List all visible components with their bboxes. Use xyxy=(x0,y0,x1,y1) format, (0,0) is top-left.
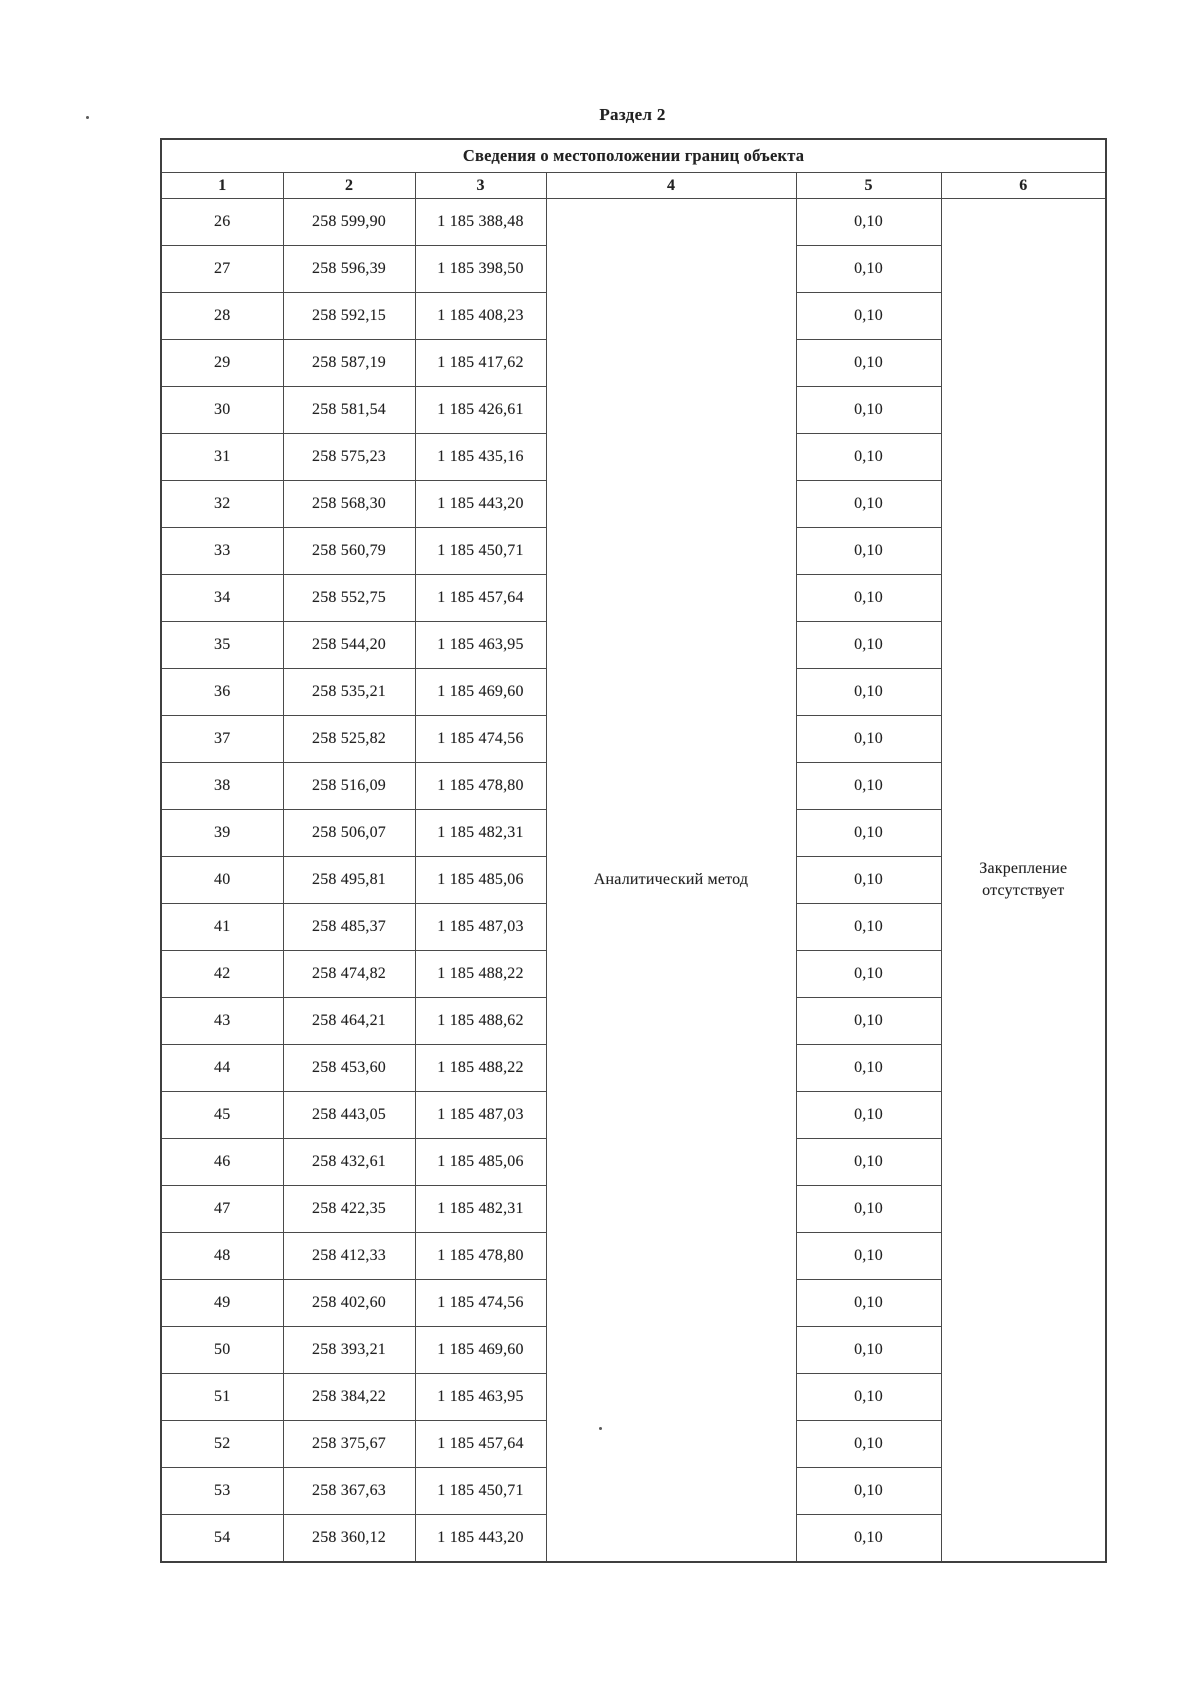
error-cell: 0,10 xyxy=(796,293,941,340)
coordinate-x-cell: 258 495,81 xyxy=(283,857,415,904)
marking-cell: Закрепление отсутствует xyxy=(941,199,1106,1562)
point-number-cell: 41 xyxy=(161,904,283,951)
column-header-3: 3 xyxy=(415,173,546,199)
section-title: Раздел 2 xyxy=(599,105,666,124)
coordinate-x-cell: 258 474,82 xyxy=(283,951,415,998)
coordinate-x-cell: 258 432,61 xyxy=(283,1139,415,1186)
point-number-cell: 51 xyxy=(161,1374,283,1421)
coordinate-x-cell: 258 560,79 xyxy=(283,528,415,575)
coordinate-y-cell: 1 185 450,71 xyxy=(415,1468,546,1515)
error-cell: 0,10 xyxy=(796,434,941,481)
point-number-cell: 35 xyxy=(161,622,283,669)
table-caption-row xyxy=(161,139,1106,173)
coordinate-y-cell: 1 185 408,23 xyxy=(415,293,546,340)
error-cell: 0,10 xyxy=(796,1468,941,1515)
error-cell: 0,10 xyxy=(796,1233,941,1280)
coordinate-y-cell: 1 185 417,62 xyxy=(415,340,546,387)
coordinate-y-cell: 1 185 485,06 xyxy=(415,857,546,904)
error-cell: 0,10 xyxy=(796,1045,941,1092)
point-number-cell: 30 xyxy=(161,387,283,434)
coordinate-x-cell: 258 464,21 xyxy=(283,998,415,1045)
column-header-5: 5 xyxy=(796,173,941,199)
coordinate-y-cell: 1 185 478,80 xyxy=(415,763,546,810)
coordinate-y-cell: 1 185 398,50 xyxy=(415,246,546,293)
error-cell: 0,10 xyxy=(796,1515,941,1562)
point-number-cell: 44 xyxy=(161,1045,283,1092)
coordinate-y-cell: 1 185 450,71 xyxy=(415,528,546,575)
point-number-cell: 27 xyxy=(161,246,283,293)
coordinate-y-cell: 1 185 488,22 xyxy=(415,1045,546,1092)
point-number-cell: 52 xyxy=(161,1421,283,1468)
point-number-cell: 46 xyxy=(161,1139,283,1186)
error-cell: 0,10 xyxy=(796,1421,941,1468)
coordinate-y-cell: 1 185 457,64 xyxy=(415,1421,546,1468)
coordinate-y-cell: 1 185 488,22 xyxy=(415,951,546,998)
coordinate-y-cell: 1 185 487,03 xyxy=(415,1092,546,1139)
point-number-cell: 26 xyxy=(161,199,283,246)
error-cell: 0,10 xyxy=(796,340,941,387)
coordinate-y-cell: 1 185 426,61 xyxy=(415,387,546,434)
column-header-row xyxy=(161,173,1106,199)
coordinate-y-cell: 1 185 463,95 xyxy=(415,1374,546,1421)
coordinate-x-cell: 258 568,30 xyxy=(283,481,415,528)
coordinate-x-cell: 258 506,07 xyxy=(283,810,415,857)
coordinate-y-cell: 1 185 485,06 xyxy=(415,1139,546,1186)
error-cell: 0,10 xyxy=(796,904,941,951)
point-number-cell: 53 xyxy=(161,1468,283,1515)
error-cell: 0,10 xyxy=(796,763,941,810)
coordinate-x-cell: 258 485,37 xyxy=(283,904,415,951)
point-number-cell: 47 xyxy=(161,1186,283,1233)
point-number-cell: 36 xyxy=(161,669,283,716)
method-cell: Аналитический метод xyxy=(546,199,796,1562)
table-body xyxy=(161,199,1106,1562)
point-number-cell: 31 xyxy=(161,434,283,481)
coordinate-x-cell: 258 367,63 xyxy=(283,1468,415,1515)
error-cell: 0,10 xyxy=(796,1186,941,1233)
error-cell: 0,10 xyxy=(796,810,941,857)
error-cell: 0,10 xyxy=(796,1139,941,1186)
column-header-6: 6 xyxy=(941,173,1106,199)
error-cell: 0,10 xyxy=(796,669,941,716)
coordinate-y-cell: 1 185 443,20 xyxy=(415,1515,546,1562)
error-cell: 0,10 xyxy=(796,998,941,1045)
coordinate-x-cell: 258 443,05 xyxy=(283,1092,415,1139)
point-number-cell: 49 xyxy=(161,1280,283,1327)
error-cell: 0,10 xyxy=(796,716,941,763)
point-number-cell: 29 xyxy=(161,340,283,387)
point-number-cell: 48 xyxy=(161,1233,283,1280)
table-caption: Сведения о местоположении границ объекта xyxy=(161,139,1106,173)
coordinate-y-cell: 1 185 482,31 xyxy=(415,1186,546,1233)
error-cell: 0,10 xyxy=(796,1374,941,1421)
coordinate-x-cell: 258 525,82 xyxy=(283,716,415,763)
coordinate-x-cell: 258 535,21 xyxy=(283,669,415,716)
coordinate-y-cell: 1 185 457,64 xyxy=(415,575,546,622)
error-cell: 0,10 xyxy=(796,575,941,622)
coordinate-x-cell: 258 422,35 xyxy=(283,1186,415,1233)
coordinate-y-cell: 1 185 487,03 xyxy=(415,904,546,951)
coordinate-x-cell: 258 544,20 xyxy=(283,622,415,669)
point-number-cell: 33 xyxy=(161,528,283,575)
error-cell: 0,10 xyxy=(796,1280,941,1327)
column-header-2: 2 xyxy=(283,173,415,199)
point-number-cell: 32 xyxy=(161,481,283,528)
point-number-cell: 54 xyxy=(161,1515,283,1562)
column-header-4: 4 xyxy=(546,173,796,199)
coordinate-y-cell: 1 185 435,16 xyxy=(415,434,546,481)
coordinate-x-cell: 258 402,60 xyxy=(283,1280,415,1327)
error-cell: 0,10 xyxy=(796,199,941,246)
coordinate-x-cell: 258 453,60 xyxy=(283,1045,415,1092)
coordinate-x-cell: 258 516,09 xyxy=(283,763,415,810)
coordinate-y-cell: 1 185 469,60 xyxy=(415,1327,546,1374)
point-number-cell: 50 xyxy=(161,1327,283,1374)
point-number-cell: 38 xyxy=(161,763,283,810)
point-number-cell: 34 xyxy=(161,575,283,622)
point-number-cell: 43 xyxy=(161,998,283,1045)
coordinate-x-cell: 258 599,90 xyxy=(283,199,415,246)
error-cell: 0,10 xyxy=(796,387,941,434)
point-row xyxy=(161,199,1106,246)
coordinate-x-cell: 258 592,15 xyxy=(283,293,415,340)
error-cell: 0,10 xyxy=(796,246,941,293)
coordinate-x-cell: 258 596,39 xyxy=(283,246,415,293)
column-header-1: 1 xyxy=(161,173,283,199)
point-number-cell: 37 xyxy=(161,716,283,763)
error-cell: 0,10 xyxy=(796,951,941,998)
coordinate-x-cell: 258 384,22 xyxy=(283,1374,415,1421)
coordinate-x-cell: 258 575,23 xyxy=(283,434,415,481)
error-cell: 0,10 xyxy=(796,622,941,669)
error-cell: 0,10 xyxy=(796,528,941,575)
point-number-cell: 39 xyxy=(161,810,283,857)
coordinate-y-cell: 1 185 388,48 xyxy=(415,199,546,246)
coordinate-y-cell: 1 185 469,60 xyxy=(415,669,546,716)
error-cell: 0,10 xyxy=(796,1327,941,1374)
coordinate-x-cell: 258 412,33 xyxy=(283,1233,415,1280)
boundary-points-table xyxy=(160,138,1107,1563)
coordinate-y-cell: 1 185 488,62 xyxy=(415,998,546,1045)
coordinate-y-cell: 1 185 478,80 xyxy=(415,1233,546,1280)
coordinate-x-cell: 258 375,67 xyxy=(283,1421,415,1468)
point-number-cell: 40 xyxy=(161,857,283,904)
point-number-cell: 28 xyxy=(161,293,283,340)
coordinate-y-cell: 1 185 443,20 xyxy=(415,481,546,528)
coordinate-y-cell: 1 185 474,56 xyxy=(415,716,546,763)
coordinate-x-cell: 258 360,12 xyxy=(283,1515,415,1562)
coordinate-y-cell: 1 185 463,95 xyxy=(415,622,546,669)
error-cell: 0,10 xyxy=(796,857,941,904)
coordinate-x-cell: 258 552,75 xyxy=(283,575,415,622)
coordinate-x-cell: 258 393,21 xyxy=(283,1327,415,1374)
error-cell: 0,10 xyxy=(796,481,941,528)
coordinate-y-cell: 1 185 474,56 xyxy=(415,1280,546,1327)
coordinate-x-cell: 258 581,54 xyxy=(283,387,415,434)
point-number-cell: 45 xyxy=(161,1092,283,1139)
point-number-cell: 42 xyxy=(161,951,283,998)
scan-artifact-dot xyxy=(86,116,89,119)
coordinate-y-cell: 1 185 482,31 xyxy=(415,810,546,857)
error-cell: 0,10 xyxy=(796,1092,941,1139)
coordinate-x-cell: 258 587,19 xyxy=(283,340,415,387)
